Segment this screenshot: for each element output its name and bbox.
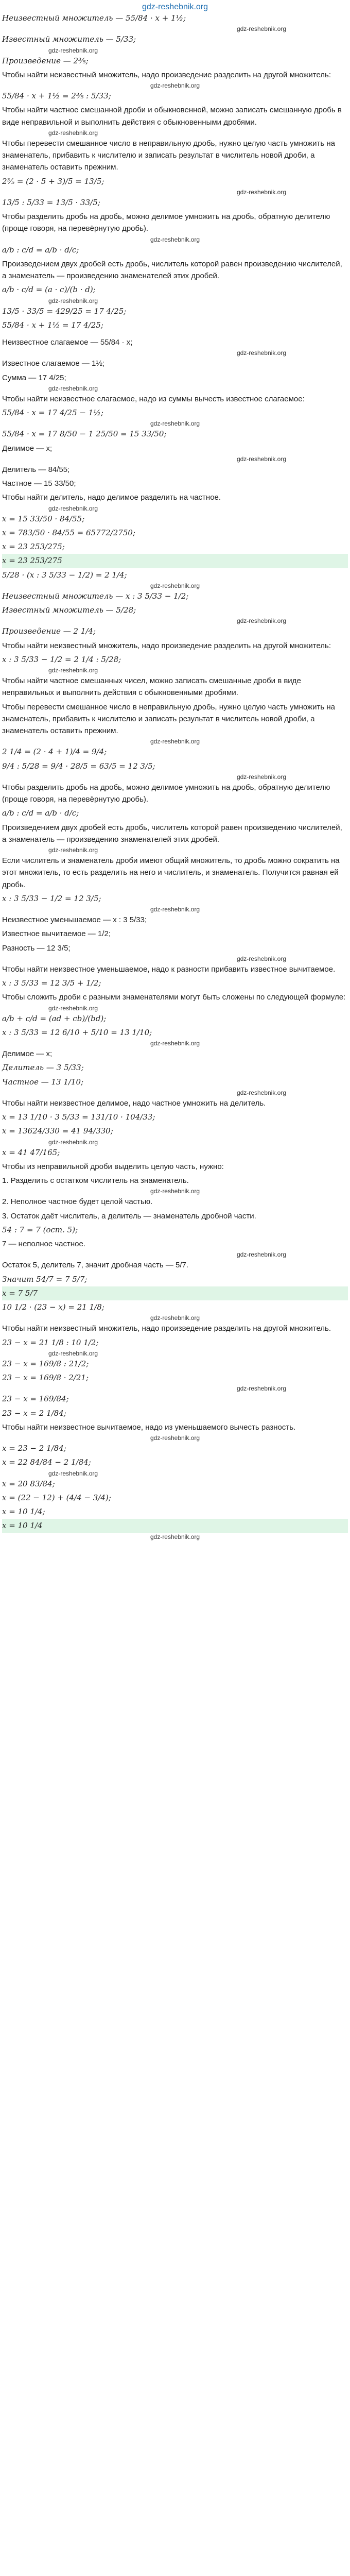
watermark: gdz-reshebnik.org xyxy=(150,235,200,243)
text-line: 10 1/2 · (23 − x) = 21 1/8; xyxy=(2,1302,104,1312)
text-line: Произведение — 2 1/4; xyxy=(2,626,96,636)
text-line: a/b · c/d = (a · c)/(b · d); xyxy=(2,285,96,295)
text-line: Известное вычитаемое — 1/2; xyxy=(2,929,111,939)
watermark: gdz-reshebnik.org xyxy=(236,349,286,357)
watermark: gdz-reshebnik.org xyxy=(150,1188,200,1195)
watermark: gdz-reshebnik.org xyxy=(236,617,286,625)
watermark: gdz-reshebnik.org xyxy=(150,420,200,428)
watermark: gdz-reshebnik.org xyxy=(48,846,98,854)
text-line: x = 41 47/165; xyxy=(2,1147,60,1157)
text-line: a/b : c/d = a/b · d/c; xyxy=(2,245,79,255)
text-line: x = 23 253/275; xyxy=(2,542,65,551)
text-line: 2 1/4 = (2 · 4 + 1)/4 = 9/4; xyxy=(2,747,107,757)
text-line: x : 3 5/33 = 12 6/10 + 5/10 = 13 1/10; xyxy=(2,1027,152,1037)
text-line: Значит 54/7 = 7 5/7; xyxy=(2,1274,87,1284)
watermark: gdz-reshebnik.org xyxy=(48,1349,98,1357)
text-line: Чтобы найти частное смешанных чисел, можно записать смешанные дроби в виде неправильных и выполнить действия с обыкновенными дробями. xyxy=(2,676,301,698)
text-line: x = 23 − 2 1/84; xyxy=(2,1444,66,1453)
text-line: Остаток 5, делитель 7, значит дробная часть — 5/7. xyxy=(2,1261,189,1270)
watermark: gdz-reshebnik.org xyxy=(48,1004,98,1012)
watermark: gdz-reshebnik.org xyxy=(150,1533,200,1540)
answer-highlight: x = 7 5/7 xyxy=(2,1286,348,1300)
text-line: 9/4 : 5/28 = 9/4 · 28/5 = 63/5 = 12 3/5; xyxy=(2,761,155,771)
text-line: Делитель — 3 5/33; xyxy=(2,1063,84,1073)
text-line: 13/5 : 5/33 = 13/5 · 33/5; xyxy=(2,197,100,207)
text-line: 54 : 7 = 7 (ост. 5); xyxy=(2,1225,78,1234)
text-line: 23 − x = 2 1/84; xyxy=(2,1408,66,1418)
solution-block-4 xyxy=(2,1300,348,1519)
text-line: x = 22 84/84 − 2 1/84; xyxy=(2,1458,91,1467)
text-line: 55/84 · x = 17 8/50 − 1 25/50 = 15 33/50; xyxy=(2,429,167,439)
text-line: x = 15 33/50 · 84/55; xyxy=(2,514,85,523)
solution-block-3 xyxy=(2,568,348,1286)
watermark: gdz-reshebnik.org xyxy=(150,582,200,589)
text-line: Известное слагаемое — 1½; xyxy=(2,359,105,368)
watermark: gdz-reshebnik.org xyxy=(48,297,98,304)
watermark: gdz-reshebnik.org xyxy=(150,1040,200,1047)
text-line: 55/84 · x + 1½ = 2⅗ : 5/33; xyxy=(2,91,111,100)
text-line: 23 − x = 169/8 : 21/2; xyxy=(2,1359,89,1368)
text-line: Чтобы найти неизвестный множитель, надо произведение разделить на другой множитель: xyxy=(2,641,331,650)
solution-block-1 xyxy=(2,11,348,332)
text-line: Чтобы найти неизвестный множитель, надо произведение разделить на другой множитель: xyxy=(2,70,331,79)
answer-highlight: x = 10 1/4 xyxy=(2,1519,348,1533)
text-line: 23 − x = 21 1/8 : 10 1/2; xyxy=(2,1337,99,1347)
text-line: x = 10 1/4; xyxy=(2,1507,45,1516)
text-line: Чтобы найти частное смешанной дроби и обыкновенной, можно записать смешанную дробь в виде неправильной и выполнить действия с обыкновенными дробями. xyxy=(2,106,342,127)
text-line: 2⅗ = (2 · 5 + 3)/5 = 13/5; xyxy=(2,176,104,186)
text-line: Неизвестный множитель — x : 3 5/33 − 1/2; xyxy=(2,591,189,601)
text-line: 23 − x = 169/8 · 2/21; xyxy=(2,1373,89,1382)
site-header[interactable]: gdz-reshebnik.org xyxy=(142,3,208,11)
watermark: gdz-reshebnik.org xyxy=(48,46,98,54)
text-line: Частное — 13 1/10; xyxy=(2,1077,84,1087)
text-line: Делитель — 84/55; xyxy=(2,465,70,474)
text-line: 55/84 · x + 1½ = 17 4/25; xyxy=(2,320,103,330)
text-line: Чтобы найти неизвестное вычитаемое, надо из уменьшаемого вычесть разность. xyxy=(2,1422,296,1432)
text-line: x : 3 5/33 = 12 3/5 + 1/2; xyxy=(2,978,101,988)
watermark: gdz-reshebnik.org xyxy=(236,25,286,33)
text-line: Чтобы найти делитель, надо делимое разделить на частное. xyxy=(2,493,221,502)
text-line: Неизвестный множитель — 55/84 · x + 1½; xyxy=(2,13,186,23)
watermark: gdz-reshebnik.org xyxy=(236,1089,286,1096)
text-line: Делимое — x; xyxy=(2,444,52,453)
text-line: x : 3 5/33 − 1/2 = 2 1/4 : 5/28; xyxy=(2,654,121,664)
text-line: 23 − x = 169/84; xyxy=(2,1394,69,1404)
watermark: gdz-reshebnik.org xyxy=(150,82,200,89)
text-line: x = 13 1/10 · 3 5/33 = 131/10 · 104/33; xyxy=(2,1112,155,1122)
text-line: 1. Разделить с остатком числитель на знаменатель. xyxy=(2,1176,189,1185)
text-line: Частное — 15 33/50; xyxy=(2,479,76,488)
watermark: gdz-reshebnik.org xyxy=(48,667,98,674)
text-line: Чтобы найти неизвестное слагаемое, надо из суммы вычесть известное слагаемое: xyxy=(2,394,305,403)
text-line: a/b : c/d = a/b · d/c; xyxy=(2,808,79,818)
watermark: gdz-reshebnik.org xyxy=(236,455,286,463)
text-line: Чтобы найти неизвестное уменьшаемое, надо к разности прибавить известное вычитаемое. xyxy=(2,964,336,974)
text-line: x = 13624/330 = 41 94/330; xyxy=(2,1126,113,1136)
answer-highlight: x = 23 253/275 xyxy=(2,554,348,568)
text-line: 7 — неполное частное. xyxy=(2,1240,85,1248)
text-line: x = 783/50 · 84/55 = 65772/2750; xyxy=(2,528,135,537)
watermark: gdz-reshebnik.org xyxy=(150,1314,200,1322)
text-line: a/b + c/d = (ad + cb)/(bd); xyxy=(2,1013,107,1023)
text-line: Если числитель и знаменатель дроби имеют общий множитель, то дробь можно сократить на этот множитель, то есть разделить на него и числитель, и знаменатель. Получится равная ей дробь. xyxy=(2,856,340,889)
text-line: Известный множитель — 5/33; xyxy=(2,35,136,44)
text-line: 3. Остаток даёт числитель, а делитель — знаменатель дробной части. xyxy=(2,1211,256,1221)
text-line: x : 3 5/33 − 1/2 = 12 3/5; xyxy=(2,893,101,903)
text-line: Неизвестное слагаемое — 55/84 · x; xyxy=(2,338,133,347)
watermark: gdz-reshebnik.org xyxy=(48,1469,98,1477)
text-line: x = 20 83/84; xyxy=(2,1479,55,1488)
watermark: gdz-reshebnik.org xyxy=(150,906,200,913)
text-line: Сумма — 17 4/25; xyxy=(2,373,66,382)
watermark: gdz-reshebnik.org xyxy=(236,773,286,781)
text-line: Чтобы найти неизвестное делимое, надо частное умножить на делитель. xyxy=(2,1098,266,1108)
text-line: 13/5 · 33/5 = 429/25 = 17 4/25; xyxy=(2,306,127,316)
watermark: gdz-reshebnik.org xyxy=(48,504,98,512)
text-line: Чтобы из неправильной дроби выделить целую часть, нужно: xyxy=(2,1162,224,1171)
text-line: Чтобы найти неизвестный множитель, надо произведение разделить на другой множитель. xyxy=(2,1324,331,1333)
watermark: gdz-reshebnik.org xyxy=(236,955,286,962)
text-line: 5/28 · (x : 3 5/33 − 1/2) = 2 1/4; xyxy=(2,570,127,580)
watermark: gdz-reshebnik.org xyxy=(48,129,98,137)
text-line: Произведение — 2⅗; xyxy=(2,56,89,65)
text-line: Чтобы перевести смешанное число в неправильную дробь, нужно целую часть умножить на знаменатель, прибавить к числителю и записать результат в числитель новой дроби, а знаменатель оставить прежним. xyxy=(2,702,335,735)
text-line: Чтобы сложить дроби с разными знаменателями могут быть сложены по следующей формуле: xyxy=(2,993,346,1002)
text-line: x = (22 − 12) + (4/4 − 3/4); xyxy=(2,1493,111,1502)
watermark: gdz-reshebnik.org xyxy=(48,1138,98,1146)
text-line: Чтобы перевести смешанное число в неправильную дробь, нужно целую часть умножить на знаменатель, прибавить к числителю и записать результат в числитель новой дроби, а знаменатель оставить прежним. xyxy=(2,139,335,172)
text-line: Чтобы разделить дробь на дробь, можно делимое умножить на дробь, обратную делителю (проще говоря, на перевёрнутую дробь). xyxy=(2,783,330,804)
watermark: gdz-reshebnik.org xyxy=(236,188,286,196)
solution-block-2 xyxy=(2,335,348,554)
text-line: Делимое — x; xyxy=(2,1049,52,1058)
text-line: Произведением двух дробей есть дробь, числитель которой равен произведению числителей, а знаменатель — произведению знаменателей этих дробей. xyxy=(2,823,342,844)
watermark: gdz-reshebnik.org xyxy=(48,384,98,392)
text-line: Чтобы разделить дробь на дробь, можно делимое умножить на дробь, обратную делителю (проще говоря, на перевёрнутую дробь). xyxy=(2,212,330,233)
text-line: Произведением двух дробей есть дробь, числитель которой равен произведению числителей, а знаменатель — произведению знаменателей этих дробей. xyxy=(2,259,342,280)
text-line: 2. Неполное частное будет целой частью. xyxy=(2,1197,153,1207)
text-line: Известный множитель — 5/28; xyxy=(2,605,136,615)
text-line: Разность — 12 3/5; xyxy=(2,943,71,953)
watermark: gdz-reshebnik.org xyxy=(150,738,200,745)
text-line: 55/84 · x = 17 4/25 − 1½; xyxy=(2,408,103,417)
text-line: Неизвестное уменьшаемое — x : 3 5/33; xyxy=(2,916,147,924)
watermark: gdz-reshebnik.org xyxy=(150,1434,200,1442)
watermark: gdz-reshebnik.org xyxy=(236,1385,286,1393)
watermark: gdz-reshebnik.org xyxy=(236,1251,286,1259)
